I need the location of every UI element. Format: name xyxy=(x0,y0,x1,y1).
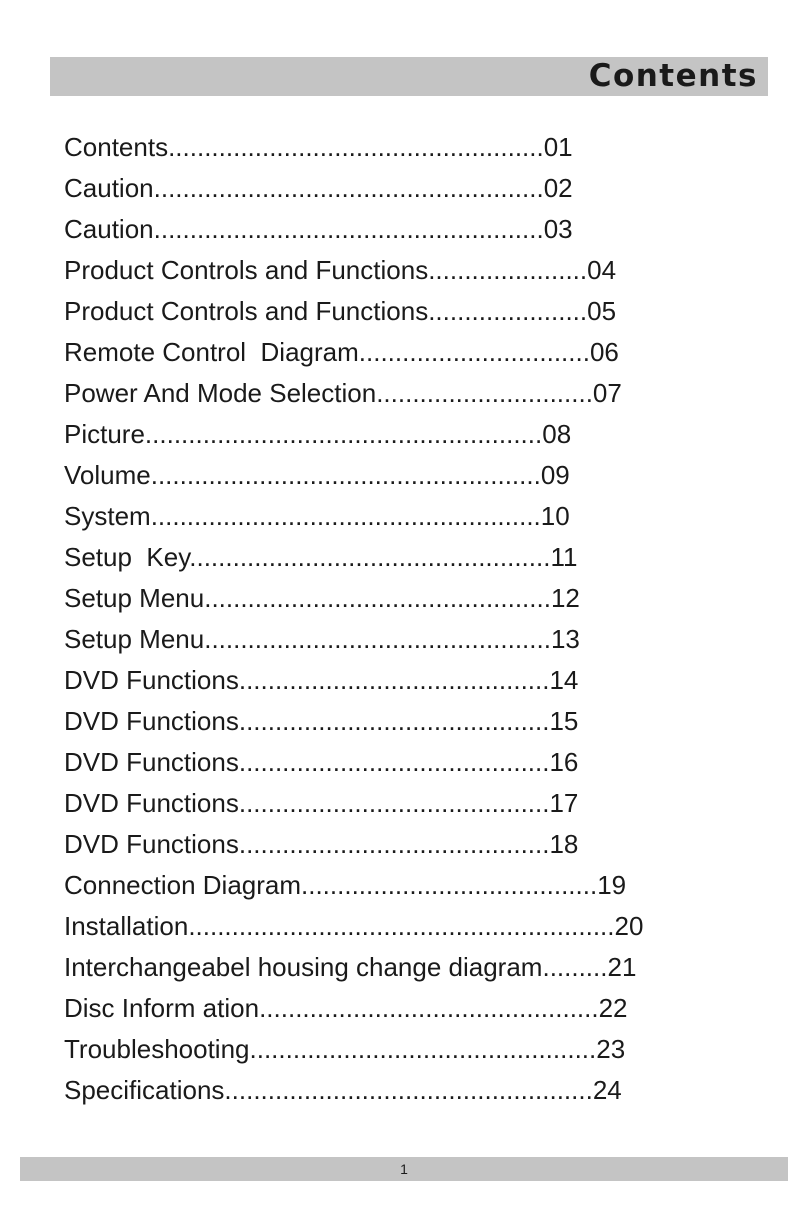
toc-entry-leader-dots: ...................... xyxy=(428,255,588,285)
toc-entry[interactable] xyxy=(64,619,643,660)
toc-entry[interactable] xyxy=(64,742,643,783)
toc-entry[interactable] xyxy=(64,701,643,742)
toc-entry[interactable] xyxy=(64,988,643,1029)
toc-entry-page: 20 xyxy=(614,911,644,941)
toc-entry[interactable] xyxy=(64,127,643,168)
toc-entry-leader-dots: ...................................................... xyxy=(150,501,541,531)
toc-entry-leader-dots: ....................................................... xyxy=(144,419,543,449)
toc-entry[interactable] xyxy=(64,1070,643,1111)
toc-entry-leader-dots: .............................. xyxy=(376,378,593,408)
footer-bar xyxy=(20,1157,788,1181)
toc-entry-page: 24 xyxy=(592,1075,622,1105)
toc-entry[interactable] xyxy=(64,250,643,291)
toc-entry[interactable] xyxy=(64,455,643,496)
toc-entry-title: Contents xyxy=(64,132,169,162)
toc-entry[interactable] xyxy=(64,168,643,209)
toc-entry-title: Connection Diagram xyxy=(64,870,302,900)
toc-entry-title: Caution xyxy=(64,173,154,203)
toc-entry-leader-dots: ......... xyxy=(542,952,608,982)
toc-entry-title: DVD Functions xyxy=(64,747,239,777)
toc-entry-title: Power And Mode Selection xyxy=(64,378,377,408)
toc-entry-leader-dots: ...................... xyxy=(428,296,588,326)
toc-entry[interactable] xyxy=(64,496,643,537)
toc-entry-page: 10 xyxy=(540,501,570,531)
toc-entry-leader-dots: ........................................... xyxy=(238,665,550,695)
toc-entry[interactable] xyxy=(64,414,643,455)
toc-entry[interactable] xyxy=(64,660,643,701)
toc-entry-page: 23 xyxy=(596,1034,626,1064)
toc-entry-leader-dots: ........................................... xyxy=(238,788,550,818)
toc-entry-page: 21 xyxy=(607,952,637,982)
toc-entry[interactable] xyxy=(64,1029,643,1070)
toc-entry-leader-dots: .................................................... xyxy=(168,132,544,162)
toc-entry-page: 22 xyxy=(598,993,628,1023)
toc-entry[interactable] xyxy=(64,906,643,947)
toc-entry-leader-dots: ........................................... xyxy=(238,706,550,736)
toc-entry-title: Remote Control Diagram xyxy=(64,337,359,367)
toc-entry-title: System xyxy=(64,501,151,531)
toc-entry-leader-dots: ........................................... xyxy=(238,829,550,859)
toc-entry[interactable] xyxy=(64,865,643,906)
toc-entry-page: 03 xyxy=(543,214,573,244)
toc-entry-title: Disc Inform ation xyxy=(64,993,260,1023)
toc-entry-page: 04 xyxy=(587,255,617,285)
toc-entry-title: DVD Functions xyxy=(64,706,239,736)
toc-entry-page: 17 xyxy=(549,788,579,818)
toc-entry-leader-dots: ............................................... xyxy=(259,993,599,1023)
toc-entry-leader-dots: ................................................ xyxy=(249,1034,597,1064)
toc-entry[interactable] xyxy=(64,537,643,578)
toc-entry-page: 18 xyxy=(549,829,579,859)
toc-entry-title: Setup Key xyxy=(64,542,190,572)
toc-entry-page: 12 xyxy=(550,583,580,613)
toc-entry-page: 05 xyxy=(587,296,617,326)
page-title: Contents xyxy=(588,58,758,94)
toc-entry-title: Volume xyxy=(64,460,151,490)
toc-entry-title: Product Controls and Functions xyxy=(64,255,429,285)
toc-entry-leader-dots: ................................................ xyxy=(204,624,551,654)
toc-entry[interactable] xyxy=(64,783,643,824)
toc-entry-title: Picture xyxy=(64,419,145,449)
toc-entry-leader-dots: ........................................... xyxy=(238,747,550,777)
toc-entry-leader-dots: .................................................. xyxy=(189,542,551,572)
toc-entry[interactable] xyxy=(64,947,643,988)
toc-entry-title: Caution xyxy=(64,214,154,244)
toc-entry-leader-dots: ........................................................... xyxy=(188,911,615,941)
toc-entry[interactable] xyxy=(64,824,643,865)
toc-entry-title: DVD Functions xyxy=(64,665,239,695)
toc-entry-leader-dots: ......................................... xyxy=(301,870,598,900)
toc-entry-leader-dots: ................................................... xyxy=(224,1075,593,1105)
toc-entry-page: 01 xyxy=(543,132,573,162)
toc-entry-title: Troubleshooting xyxy=(64,1034,250,1064)
toc-entry-page: 14 xyxy=(549,665,579,695)
toc-entry-page: 15 xyxy=(549,706,579,736)
toc-entry-leader-dots: ................................................ xyxy=(204,583,551,613)
toc-entry-title: DVD Functions xyxy=(64,829,239,859)
toc-entry[interactable] xyxy=(64,209,643,250)
toc-entry[interactable] xyxy=(64,578,643,619)
toc-entry-page: 08 xyxy=(542,419,572,449)
toc-entry-page: 13 xyxy=(550,624,580,654)
toc-entry-leader-dots: ................................ xyxy=(358,337,590,367)
table-of-contents xyxy=(64,127,643,1111)
toc-entry-title: Product Controls and Functions xyxy=(64,296,429,326)
toc-entry-leader-dots: ...................................................... xyxy=(150,460,541,490)
page-number: 1 xyxy=(400,1161,408,1177)
toc-entry[interactable] xyxy=(64,332,643,373)
toc-entry-page: 09 xyxy=(540,460,570,490)
toc-entry[interactable] xyxy=(64,373,643,414)
toc-entry-page: 11 xyxy=(550,542,578,572)
toc-entry-leader-dots: ...................................................... xyxy=(153,173,544,203)
toc-entry-title: DVD Functions xyxy=(64,788,239,818)
toc-entry-leader-dots: ...................................................... xyxy=(153,214,544,244)
header-bar xyxy=(50,57,768,96)
toc-entry-title: Setup Menu xyxy=(64,583,205,613)
toc-entry-page: 07 xyxy=(592,378,622,408)
toc-entry-page: 19 xyxy=(597,870,627,900)
toc-entry-page: 02 xyxy=(543,173,573,203)
toc-entry-page: 16 xyxy=(549,747,579,777)
toc-entry-page: 06 xyxy=(589,337,619,367)
toc-entry-title: Specifications xyxy=(64,1075,225,1105)
toc-entry-title: Installation xyxy=(64,911,189,941)
toc-entry[interactable] xyxy=(64,291,643,332)
toc-entry-title: Setup Menu xyxy=(64,624,205,654)
toc-entry-title: Interchangeabel housing change diagram xyxy=(64,952,543,982)
